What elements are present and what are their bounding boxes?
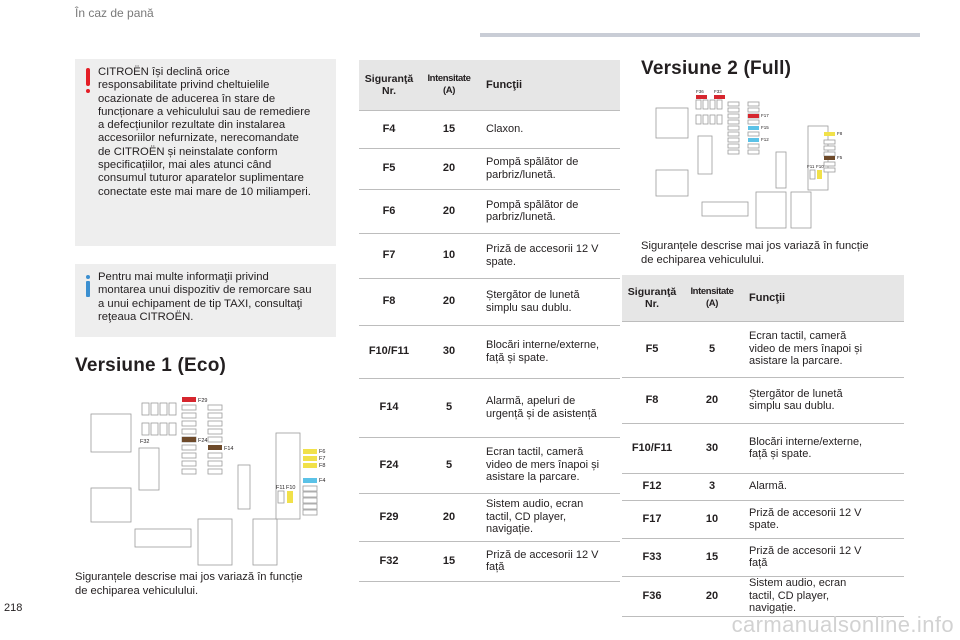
version2-description bbox=[641, 240, 906, 267]
fuse-f7-marker bbox=[303, 456, 317, 461]
table-row bbox=[359, 378, 620, 437]
info-notice bbox=[75, 264, 336, 337]
fuse-f10-marker bbox=[287, 491, 293, 503]
table-row bbox=[359, 110, 620, 148]
warning-line: CITROËN își declină orice bbox=[98, 66, 230, 78]
table-row bbox=[359, 541, 620, 581]
table-row bbox=[359, 189, 620, 233]
info-text bbox=[98, 271, 332, 324]
fuse-number: F5 bbox=[359, 148, 419, 189]
table-row bbox=[622, 423, 904, 473]
table-header-row bbox=[622, 275, 904, 321]
header-fuse: Siguranţă Nr. bbox=[622, 275, 682, 321]
fuse-number: F7 bbox=[359, 233, 419, 278]
fuse-amperage: 20 bbox=[419, 278, 479, 325]
fuse-amperage: 5 bbox=[419, 378, 479, 437]
table-row bbox=[359, 437, 620, 493]
warning-line: specificațiilor, mai ales atunci când bbox=[98, 159, 272, 172]
fuse-number: F14 bbox=[359, 378, 419, 437]
fuse-amperage: 15 bbox=[419, 110, 479, 148]
info-icon bbox=[86, 275, 90, 297]
warning-line: ocazionate de aducerea în stare de bbox=[98, 92, 276, 105]
label-f10: F10 bbox=[286, 485, 296, 491]
label-f36: F36 bbox=[696, 90, 704, 94]
table-row bbox=[359, 493, 620, 541]
warning-line: a defecțiunilor rezultate din instalarea bbox=[98, 119, 286, 132]
description-line: Siguranțele descrise mai jos variază în funcție bbox=[641, 240, 869, 252]
fuse-f8-marker bbox=[303, 463, 317, 468]
warning-line: funcționare a vehiculului sau de remediere bbox=[98, 105, 311, 118]
label-f12: F12 bbox=[761, 137, 769, 142]
fuse-number: F32 bbox=[359, 541, 419, 581]
fuse-amperage: 20 bbox=[682, 377, 742, 423]
header-divider-bar bbox=[480, 33, 920, 37]
label-f6: F6 bbox=[319, 449, 326, 455]
fuse-amperage: 10 bbox=[682, 500, 742, 538]
fuse-amperage: 20 bbox=[419, 189, 479, 233]
fuse-function: Priză de accesorii 12 V față bbox=[479, 541, 620, 581]
warning-text bbox=[98, 66, 332, 199]
label-f14: F14 bbox=[224, 446, 234, 452]
site-watermark: carmanualsonline.info bbox=[731, 612, 954, 637]
fuse-amperage: 15 bbox=[419, 541, 479, 581]
fuse-amperage: 30 bbox=[682, 423, 742, 473]
fuse-f4-marker bbox=[303, 478, 317, 483]
fuse-number: F8 bbox=[359, 278, 419, 325]
warning-line: conectate este mai mare de 10 miliamperi. bbox=[98, 185, 311, 198]
fuse-amperage: 3 bbox=[682, 473, 742, 500]
fuse-function: Priză de accesorii 12 V spate. bbox=[479, 233, 620, 278]
fuse-table-version1 bbox=[359, 60, 620, 582]
header-current: Intensitate (A) bbox=[682, 275, 742, 321]
fuse-f10-marker-v2 bbox=[817, 170, 822, 179]
description-line: de echiparea vehiculului. bbox=[641, 253, 765, 266]
header-fuse: Siguranţă Nr. bbox=[359, 60, 419, 110]
table-row bbox=[359, 233, 620, 278]
table-row bbox=[622, 321, 904, 377]
fuse-function: Ecran tactil, cameră video de mers înapoi și asistare la parcare. bbox=[742, 321, 904, 377]
fuse-f11-marker-v2 bbox=[810, 170, 815, 179]
fuse-number: F36 bbox=[622, 576, 682, 616]
fuse-number: F10/F11 bbox=[359, 325, 419, 378]
table-row bbox=[622, 538, 904, 576]
label-f15: F15 bbox=[761, 125, 769, 130]
fuse-number: F29 bbox=[359, 493, 419, 541]
fuse-f24-marker bbox=[182, 437, 196, 442]
fuse-amperage: 30 bbox=[419, 325, 479, 378]
fuse-f36-marker bbox=[696, 95, 707, 99]
table-row bbox=[359, 325, 620, 378]
fuse-function: Priză de accesorii 12 V față bbox=[742, 538, 904, 576]
version1-fuse-diagram bbox=[88, 393, 333, 568]
fuse-amperage: 10 bbox=[419, 233, 479, 278]
table-row bbox=[622, 576, 904, 616]
fuse-f15-marker bbox=[748, 126, 759, 130]
label-f11-v2: F11 bbox=[807, 164, 815, 169]
fuse-number: F12 bbox=[622, 473, 682, 500]
fuse-f17-marker bbox=[748, 114, 759, 118]
table-row bbox=[622, 500, 904, 538]
label-f5: F5 bbox=[837, 155, 843, 160]
fuse-function: Blocări interne/externe, față și spate. bbox=[479, 325, 620, 378]
label-f11: F11 bbox=[276, 485, 286, 491]
version1-title: Versiune 1 (Eco) bbox=[75, 355, 227, 376]
fuse-amperage: 20 bbox=[419, 148, 479, 189]
fuse-number: F10/F11 bbox=[622, 423, 682, 473]
page-number: 218 bbox=[4, 602, 23, 614]
fuse-amperage: 5 bbox=[682, 321, 742, 377]
warning-line: accesoriilor nefurnizate, nerecomandate bbox=[98, 132, 299, 145]
table-row bbox=[622, 377, 904, 423]
fuse-number: F4 bbox=[359, 110, 419, 148]
table-row bbox=[622, 473, 904, 500]
fuse-function: Ștergător de lunetă simplu sau dublu. bbox=[479, 278, 620, 325]
fuse-number: F17 bbox=[622, 500, 682, 538]
fuse-function: Pompă spălător de parbriz/lunetă. bbox=[479, 148, 620, 189]
label-f7: F7 bbox=[319, 456, 326, 462]
header-functions: Funcţii bbox=[479, 60, 620, 110]
warning-exclamation-icon bbox=[85, 68, 91, 94]
fuse-number: F6 bbox=[359, 189, 419, 233]
fuse-function: Pompă spălător de parbriz/lunetă. bbox=[479, 189, 620, 233]
fuse-amperage: 15 bbox=[682, 538, 742, 576]
table-row bbox=[359, 148, 620, 189]
fuse-number: F5 bbox=[622, 321, 682, 377]
warning-line: responsabilitate privind cheltuielile bbox=[98, 79, 270, 92]
table-row bbox=[359, 278, 620, 325]
header-current: Intensitate (A) bbox=[419, 60, 479, 110]
label-f32: F32 bbox=[140, 439, 150, 445]
version1-description bbox=[75, 571, 337, 598]
fuse-function: Priză de accesorii 12 V spate. bbox=[742, 500, 904, 538]
fuse-function: Ecran tactil, cameră video de mers înapoi și asistare la parcare. bbox=[479, 437, 620, 493]
fuse-f8-marker-v2 bbox=[824, 132, 835, 136]
fuse-table-version2 bbox=[622, 275, 904, 617]
fuse-f11-marker bbox=[278, 491, 284, 503]
table-header-row bbox=[359, 60, 620, 110]
label-f8-v2: F8 bbox=[837, 131, 843, 136]
info-line: montarea unui dispozitiv de remorcare sau bbox=[98, 284, 312, 297]
fuse-function: Claxon. bbox=[479, 110, 620, 148]
info-line: reţeaua CITROËN. bbox=[98, 310, 194, 323]
label-f24: F24 bbox=[198, 438, 208, 444]
fuse-number: F8 bbox=[622, 377, 682, 423]
fuse-number: F24 bbox=[359, 437, 419, 493]
fuse-f14-marker bbox=[208, 445, 222, 450]
fuse-function: Ștergător de lunetă simplu sau dublu. bbox=[742, 377, 904, 423]
fuse-function: Alarmă. bbox=[742, 473, 904, 500]
fuse-number: F33 bbox=[622, 538, 682, 576]
fuse-amperage: 5 bbox=[419, 437, 479, 493]
version2-fuse-diagram bbox=[652, 90, 902, 230]
fuse-function: Sistem audio, ecran tactil, CD player, navigație. bbox=[742, 576, 904, 616]
info-line: a unui echipament de tip TAXI, consultaţi bbox=[98, 297, 303, 310]
label-f10-v2: F10 bbox=[816, 164, 824, 169]
version2-title: Versiune 2 (Full) bbox=[641, 58, 792, 79]
fuse-f5-marker bbox=[824, 156, 835, 160]
warning-notice bbox=[75, 59, 336, 246]
fuse-amperage: 20 bbox=[419, 493, 479, 541]
info-line: Pentru mai multe informaţii privind bbox=[98, 271, 269, 283]
header-functions: Funcţii bbox=[742, 275, 904, 321]
fuse-f33-marker bbox=[714, 95, 725, 99]
fuse-function: Sistem audio, ecran tactil, CD player, navigație. bbox=[479, 493, 620, 541]
fuse-amperage: 20 bbox=[682, 576, 742, 616]
warning-line: de CITROËN și neinstalate conform bbox=[98, 145, 278, 158]
fuse-f12-marker bbox=[748, 138, 759, 142]
description-line: Siguranțele descrise mai jos variază în funcție bbox=[75, 571, 303, 583]
label-f17: F17 bbox=[761, 113, 769, 118]
page-header-title: În caz de pană bbox=[75, 6, 154, 20]
fuse-function: Alarmă, apeluri de urgență și de asistență bbox=[479, 378, 620, 437]
fuse-f29-marker bbox=[182, 397, 196, 402]
label-f29: F29 bbox=[198, 398, 208, 404]
fuse-f6-marker bbox=[303, 449, 317, 454]
label-f8: F8 bbox=[319, 463, 326, 469]
label-f33: F33 bbox=[714, 90, 722, 94]
description-line: de echiparea vehiculului. bbox=[75, 584, 199, 597]
warning-line: consumul tuturor aparatelor suplimentare bbox=[98, 172, 304, 185]
label-f4: F4 bbox=[319, 478, 326, 484]
fuse-function: Blocări interne/externe, față și spate. bbox=[742, 423, 904, 473]
